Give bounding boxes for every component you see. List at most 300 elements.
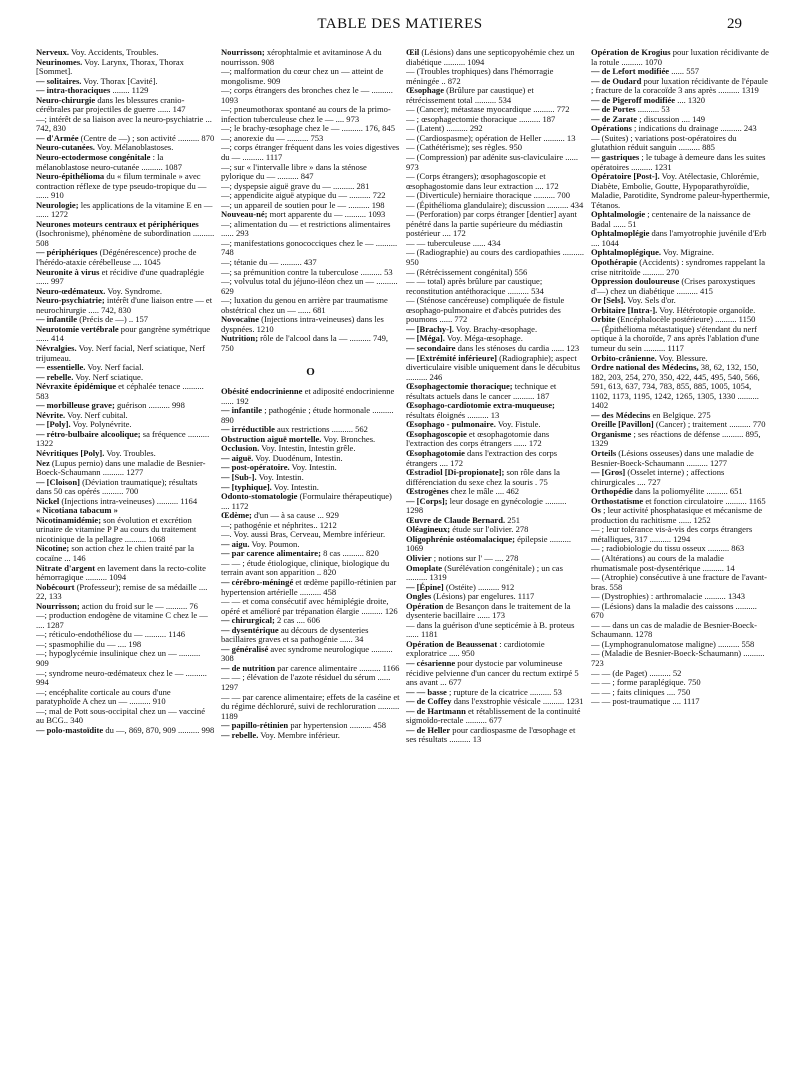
entry-detail: —; sa prémunition contre la tuberculose .......... 53 <box>221 266 393 277</box>
entry-detail: mort apparente du — .......... 1093 <box>267 209 386 220</box>
entry-detail: rôle de l'alcool dans la — .......... 749, 750 <box>221 333 388 353</box>
entry-detail: (Centre de —) ; son activité .......... 870 <box>78 132 215 143</box>
entry-detail: (Formulaire thérapeutique) .... 1172 <box>221 491 392 511</box>
entry-detail: —; dyspepsie aiguë grave du — .......... 281 <box>221 180 370 191</box>
entry-detail: —; pathogénie et néphrites.. 1212 <box>221 519 337 530</box>
entry-detail: —; corps étrangers des bronches chez le — .......... 1093 <box>221 85 393 105</box>
entry-term: — [Épine] <box>406 581 444 592</box>
index-entry <box>221 105 400 124</box>
entry-detail: de Besançon dans le traitement de la dysenterie bacillaire ...... 173 <box>406 600 571 621</box>
entry-detail: et œsophagotomie dans l'extraction des corps étrangers ...... 172 <box>406 428 550 449</box>
entry-term: Névraxite épidémique <box>36 381 116 392</box>
entry-detail: —; intérêt de sa liaison avec la neuro-psychiatrie ... 742, 830 <box>36 113 212 134</box>
entry-term: — morbilleuse grave; <box>36 400 115 411</box>
entry-detail: —; production endogène de vitamine C chez le — .... 1287 <box>36 610 208 630</box>
index-entry <box>36 649 215 668</box>
index-entry <box>591 554 770 573</box>
entry-detail: Voy. Nerf facial. <box>85 362 144 373</box>
entry-term: — rebelle. <box>221 729 259 740</box>
entry-detail: Voy. Nerf sciatique. <box>73 371 143 382</box>
entry-detail: — ; leur tolérance vis-à-vis des corps étrangers métalliques, 317 .......... 1294 <box>591 524 753 544</box>
entry-detail: —; réticulo-endothéliose du — .......... 1146 <box>36 629 185 640</box>
index-entry <box>36 726 215 736</box>
index-entry <box>406 430 585 449</box>
entry-term: — infantile <box>36 314 78 325</box>
index-entry <box>406 449 585 468</box>
entry-term: Nitrate d'argent <box>36 562 96 573</box>
entry-detail: dans l'extraction des corps étrangers .... 172 <box>406 447 558 468</box>
entry-term: Ophtalmoplégique. <box>591 247 662 258</box>
index-entry <box>406 707 585 726</box>
entry-detail: — (Compression) par adénite sus-claviculaire ...... 973 <box>406 152 579 172</box>
entry-detail: (Cancer) ; traitement .......... 770 <box>653 419 766 430</box>
entry-term: — [typhique]. <box>221 481 272 492</box>
index-entry <box>36 344 215 363</box>
index-entry <box>221 597 400 616</box>
entry-term: — de Oudard <box>591 75 642 86</box>
entry-term: Neurones moteurs centraux et périphériques <box>36 218 199 229</box>
entry-detail: (Professeur); remise de sa médaille .... 22, 133 <box>36 581 208 602</box>
entry-detail: épilepsie .......... 1069 <box>406 533 571 554</box>
entry-detail: —; spasmophilie du — .... 198 <box>36 638 142 649</box>
index-entry <box>406 296 585 325</box>
entry-term: — césarienne <box>406 658 456 668</box>
entry-term: Nourrisson; <box>221 48 265 57</box>
entry-detail: (Lésions) dans une septicopyohémie chez un diabétique .......... 1094 <box>406 48 575 67</box>
entry-detail: —; appendicite aiguë atypique du — .......... 722 <box>221 190 386 201</box>
entry-detail: ; leur activité phosphatasique et mécanisme de production du rachitisme ...... 1252 <box>591 505 763 525</box>
entry-term: Ordre national des Médecins, <box>591 362 699 373</box>
entry-detail: — (Lymphogranulomatose maligne) .......... 558 <box>591 638 755 649</box>
entry-term: — dysentérique <box>221 624 279 635</box>
entry-detail: et fonction circulatoire .......... 1165 <box>643 495 766 506</box>
index-column-4 <box>591 48 770 1076</box>
entry-term: Novocaïne <box>221 314 259 325</box>
entry-term: — infantile <box>221 405 263 416</box>
index-entry <box>36 96 215 115</box>
entry-term: Opératoire [Post-]. <box>591 171 660 182</box>
index-entry <box>36 583 215 602</box>
index-entry <box>221 239 400 258</box>
entry-term: — gastriques <box>591 152 640 163</box>
entry-term: Orteils <box>591 447 617 458</box>
entry-term: Neuro-chirurgie <box>36 94 96 105</box>
entry-term: — par carence alimentaire; <box>221 548 321 559</box>
entry-detail: — (Diverticule) herniaire thoracique .......... 700 <box>406 190 570 201</box>
entry-detail: leur dosage en gynécologie .......... 1298 <box>406 495 567 516</box>
entry-detail: ...... 557 <box>669 66 700 77</box>
index-entry <box>591 621 770 640</box>
index-entry <box>36 248 215 267</box>
entry-term: — de Zarate <box>591 113 638 124</box>
index-entry <box>591 172 770 210</box>
entry-term: — aiguë. <box>221 452 254 463</box>
entry-detail: — — total) après brûlure par caustique; reconstitution antéthoracique .......... 534 <box>406 276 544 296</box>
index-entry <box>406 277 585 296</box>
index-entry <box>36 325 215 344</box>
entry-term: Obésité endocrinienne <box>221 386 303 397</box>
entry-detail: (Encéphalocèle postérieure) .......... 1150 <box>615 314 756 325</box>
entry-detail: ; rupture de la cicatrice .......... 53 <box>446 686 562 697</box>
entry-detail: Voy. Nerf cubital. <box>65 409 128 420</box>
entry-detail: Voy. Hétérotopie organoïde. <box>657 304 756 315</box>
entry-detail: —; un appareil de soutien pour le — .......... 198 <box>221 199 385 210</box>
entry-term: — aigu. <box>221 538 250 549</box>
entry-detail: Voy. Troubles. <box>104 447 156 458</box>
entry-detail: par hypertension .......... 458 <box>288 720 386 731</box>
entry-term: Œdème; <box>221 510 252 521</box>
entry-detail: —; sur « l'intervalle libre » dans la sténose pylorique du — .......... 847 <box>221 161 367 182</box>
entry-detail: action du froid sur le — .......... 76 <box>79 600 198 611</box>
entry-term: Neuro-psychiatrie; <box>36 295 105 306</box>
entry-detail: Voy. Polynévrite. <box>70 419 132 430</box>
entry-detail: : la mélanoblastose neuro-cutanée .......... 1087 <box>36 152 182 172</box>
index-entry <box>36 296 215 315</box>
entry-term: Ophtalmoplégie <box>591 228 650 239</box>
entry-detail: — (Rétrécissement congénital) 556 <box>406 266 528 277</box>
entry-detail: (Dégénérescence) proche de l'hérédo-ataxie cérébelleuse .... 1045 <box>36 247 197 268</box>
entry-term: Nicotinamidémie; <box>36 514 102 525</box>
entry-detail: pour luxation récidivante de l'épaule ; fracture de la coracoïde 3 ans après .......... 1319 <box>591 75 768 96</box>
entry-term: Opération <box>406 600 444 611</box>
entry-term: Orbite <box>591 314 616 325</box>
index-entry <box>406 354 585 383</box>
entry-detail: (Isochronisme), phénomène de subordination .......... 508 <box>36 228 215 248</box>
index-entry <box>36 516 215 545</box>
entry-detail: ; notions sur l' — .... 278 <box>431 552 519 563</box>
entry-detail: technique et résultats actuels dans le cancer .......... 187 <box>406 381 557 401</box>
index-entry <box>36 669 215 688</box>
entry-detail: dans l'amyotrophie juvénile d'Erb .... 1044 <box>591 228 767 248</box>
entry-detail: son évolution et excrétion urinaire de vitamine P P au cours du traitement nicotinique de la pellagre .......... 1068 <box>36 514 197 544</box>
entry-detail: — (Atrophie) consécutive à une fracture de l'avant-bras. 558 <box>591 572 767 592</box>
entry-term: — — basse <box>406 686 447 697</box>
entry-detail: (Ostéite) .......... 912 <box>443 581 515 592</box>
entry-term: Orthostatisme <box>591 495 644 506</box>
index-entry <box>221 143 400 162</box>
section-letter-heading: O <box>306 365 315 378</box>
entry-term: Œsophagotomie <box>406 447 465 458</box>
index-entry <box>221 315 400 334</box>
entry-detail: Voy. Méga-œsophage. <box>444 333 523 344</box>
entry-term: — de nutrition <box>221 662 276 673</box>
entry-detail: — (Perforation) par corps étranger [dentier] ayant pénétré dans la partie supérieure du médiastin postérieur .... 172 <box>406 209 577 239</box>
index-entry <box>406 401 585 420</box>
entry-detail: — (Maladie de Besnier-Boeck-Schaumann) .......... 723 <box>591 648 765 668</box>
entry-term: Ophtalmologie <box>591 209 646 220</box>
index-entry <box>591 77 770 96</box>
entry-detail: Voy. Intestin. <box>256 471 304 482</box>
entry-detail: Voy. Mélanoblastoses. <box>94 142 174 153</box>
entry-term: Oppression douloureuse <box>591 276 680 287</box>
entry-detail: Voy. Syndrome. <box>105 285 162 296</box>
entry-detail: (Lupus pernio) dans une maladie de Besnier-Boeck-Schaumann .......... 1277 <box>36 457 206 478</box>
index-entry <box>591 430 770 449</box>
index-entry <box>406 621 585 640</box>
index-entry <box>591 525 770 544</box>
entry-term: — [Poly]. <box>36 419 71 430</box>
entry-detail: —; luxation du genou en arrière par traumatisme obstétrical chez un — ...... 681 <box>221 295 388 315</box>
entry-detail: — (Radiographie) au cours des cardiopathies .......... 950 <box>406 247 585 268</box>
entry-term: — [Corps]; <box>406 495 448 506</box>
index-entry <box>221 277 400 296</box>
entry-detail: dans les sténoses du cardia ...... 123 <box>455 342 580 353</box>
entry-detail: Voy. Sels d'or. <box>625 295 676 306</box>
entry-term: — secondaire <box>406 342 456 353</box>
index-entry <box>406 153 585 172</box>
entry-detail: (Surélévation congénitale) ; un cas .......... 1319 <box>406 562 563 583</box>
index-entry <box>591 363 770 411</box>
entry-detail: — — dans un cas de maladie de Besnier-Boeck-Schaumann. 1278 <box>591 619 757 640</box>
entry-detail: résultats éloignés .......... 13 <box>406 409 500 420</box>
index-entry <box>591 48 770 67</box>
index-entry <box>221 387 400 406</box>
entry-term: Omoplate <box>406 562 443 573</box>
entry-term: Occlusion. <box>221 443 260 454</box>
entry-detail: chez le mâle .... 462 <box>448 486 520 497</box>
entry-term: Neuro-œdémateux. <box>36 285 106 296</box>
entry-term: — d'Armée <box>36 132 79 143</box>
entry-term: Œsophagectomie thoracique; <box>406 381 513 392</box>
entry-detail: —; manifestations gonococciques chez le — .......... 748 <box>221 237 398 258</box>
entry-term: « Nicotiana tabacum » <box>36 505 118 516</box>
entry-detail: pour dystocie par volumineuse récidive pelvienne d'un cancer du rectum extirpé 5 ans avant ... 677 <box>406 658 579 688</box>
entry-detail: — (Dystrophies) : arthromalacie .......... 1343 <box>591 591 746 602</box>
entry-detail: — (Sténose cancéreuse) compliquée de fistule œsophago-pulmonaire et d'abcès putrides des poumons ...... 772 <box>406 295 565 325</box>
entry-term: Neurologie; <box>36 199 79 210</box>
entry-term: — [Sub-]. <box>221 471 257 482</box>
index-entry <box>591 602 770 621</box>
entry-term: Neurotomie vertébrale <box>36 323 119 334</box>
entry-detail: — (Épithélioma métastatique) s'étendant du nerf optique à la choroïde, 7 ans après l'ablation d'une tumeur du sein .......... 1117 <box>591 323 760 353</box>
entry-detail: en Belgique. 275 <box>650 409 711 420</box>
entry-detail: — — ; faits cliniques .... 750 <box>591 686 691 697</box>
entry-detail: .... 1320 <box>675 94 706 105</box>
index-entry <box>406 726 585 745</box>
index-entry <box>36 459 215 478</box>
index-entry <box>591 468 770 487</box>
index-entry <box>221 220 400 239</box>
entry-detail: ; discussion .... 149 <box>637 113 705 124</box>
entry-detail: —; tétanie du — .......... 437 <box>221 257 317 268</box>
entry-detail: ; le tubage à demeure dans les suites opératoires .......... 1231 <box>591 152 766 172</box>
index-entry <box>221 67 400 86</box>
index-entry <box>221 559 400 578</box>
index-entry <box>406 535 585 554</box>
entry-term: Neuro-épithélioma <box>36 171 105 182</box>
entry-term: Nutrition; <box>221 333 259 344</box>
index-entry <box>221 626 400 645</box>
index-entry <box>36 172 215 201</box>
entry-term: — intra-thoraciques <box>36 85 111 96</box>
entry-detail: — ; œsophagectomie thoracique .......... 187 <box>406 113 556 124</box>
index-entry <box>221 492 400 511</box>
entry-term: Névralgies. <box>36 342 77 353</box>
entry-detail: : cardiotomie exploratrice ..... 950 <box>406 638 545 659</box>
entry-detail: —; pneumothorax spontané au cours de la primo-infection tuberculeuse chez le — .... 973 <box>221 104 391 124</box>
entry-detail: — (Suites) ; variations post-opératoires du glutathion réduit sanguin .......... 885 <box>591 132 737 153</box>
entry-detail: — (Troubles trophiques) dans l'hémorragie méningée .. 872 <box>406 66 554 86</box>
entry-term: Nourrisson; <box>36 600 80 611</box>
entry-detail: (Crises paroxystiques d'—) chez un diabétique .......... 415 <box>591 276 756 296</box>
entry-term: Neuro-ectodermose congénitale <box>36 152 151 163</box>
index-entry <box>406 210 585 239</box>
index-column-2 <box>221 48 400 1076</box>
entry-detail: —; syndrome neuro-œdémateux chez le — .......... 994 <box>36 667 207 688</box>
entry-detail: Voy. Larynx, Thorax, Thorax [Sommet]. <box>36 56 184 77</box>
entry-detail: — dans la guérison d'une septicémie à B. proteus ...... 1181 <box>406 619 575 640</box>
entry-detail: ; ses réactions de défense .......... 895, 1329 <box>591 428 761 449</box>
entry-detail: — (Corps étrangers); œsophagoscopie et œsophagostomie dans leur extraction .... 172 <box>406 171 559 191</box>
entry-detail: — (Altérations) au cours de la maladie rhumatismale post-dysentérique .......... 14 <box>591 552 735 573</box>
entry-term: — papillo-rétinien <box>221 720 289 731</box>
entry-detail: d'un — à sa cause ... 929 <box>251 510 339 521</box>
index-entry <box>591 258 770 277</box>
entry-term: — chirurgical; <box>221 615 275 626</box>
entry-detail: 38, 62, 132, 150, 182, 203, 254, 270, 350, 422, 445, 495, 540, 566, 591, 613, 637, 734, 783, 855, 885, 1005, 1054, 1102, 1173, 1195, 1242, 1265, 1305, 1330 .......... 1402 <box>591 362 760 411</box>
entry-term: Nerveux. <box>36 48 69 57</box>
index-entry <box>36 478 215 497</box>
index-entry <box>221 163 400 182</box>
entry-detail: — — ; élévation de l'azote résiduel du sérum ...... 1297 <box>221 672 391 692</box>
entry-detail: Voy. Membre inférieur. <box>258 729 340 740</box>
index-entry <box>36 268 215 287</box>
index-column-3 <box>406 48 585 1076</box>
index-entry <box>591 277 770 296</box>
entry-detail: Voy. Intestin. <box>271 481 319 492</box>
entry-term: Nouveau-né; <box>221 209 268 220</box>
entry-detail: et céphalée tenace .......... 583 <box>36 381 204 401</box>
entry-detail: au décours de dysenteries bacillaires graves et sa pathogénie ...... 34 <box>221 624 369 645</box>
entry-detail: 8 cas .......... 820 <box>320 548 379 559</box>
entry-detail: 251 <box>505 514 521 525</box>
entry-term: — cérébro-méningé <box>221 576 294 587</box>
entry-detail: aux restrictions .......... 562 <box>274 424 368 435</box>
entry-term: Œsophage <box>406 85 444 96</box>
entry-detail: Voy. Accidents, Troubles. <box>69 48 159 57</box>
entry-detail: — — et coma consécutif avec hémiplégie droite, opéré et amélioré par trépanation élargie .......... 126 <box>221 596 398 616</box>
entry-detail: son action chez le chien traité par la cocaïne ... 146 <box>36 543 195 563</box>
entry-detail: Voy. Intestin. <box>289 462 337 473</box>
entry-detail: dans l'exstrophie vésicale .......... 1231 <box>451 696 584 707</box>
index-entry <box>591 506 770 525</box>
entry-detail: xérophtalmie et avitaminose A du nourrisson. 908 <box>221 48 382 67</box>
entry-detail: (Lésions) par engelures. 1117 <box>431 591 535 602</box>
entry-detail: — ; radiobiologie du tissu osseux .......... 863 <box>591 543 745 554</box>
entry-detail: Voy. Intestin, Intestin grêle. <box>259 443 356 454</box>
entry-term: — de Pigeroff modifiée <box>591 94 676 105</box>
entry-detail: Voy. Bronches. <box>321 433 376 444</box>
entry-detail: du —, 869, 870, 909 .......... 998 <box>103 724 215 735</box>
entry-detail: — (Cancer); métastase myocardique .......... 772 <box>406 104 570 115</box>
entry-detail: —; volvulus total du jéjuno-iléon chez un — .......... 629 <box>221 276 398 296</box>
entry-term: Névrite. <box>36 409 66 420</box>
index-entry <box>221 86 400 105</box>
index-entry <box>221 334 400 353</box>
entry-detail: — (Lésions) dans la maladie des caissons .......... 670 <box>591 600 757 621</box>
index-entry <box>36 544 215 563</box>
entry-detail: (Brûlure par caustique) et rétrécissement total .......... 534 <box>406 85 534 105</box>
index-entry <box>36 153 215 172</box>
entry-term: — [Méga]. <box>406 333 445 344</box>
entry-term: Œil <box>406 48 420 57</box>
entry-term: Nicotine; <box>36 543 70 554</box>
entry-detail: — (Cathétérisme); ses règles. 950 <box>406 142 523 153</box>
entry-term: Opérations <box>591 123 632 134</box>
entry-term: Nez <box>36 457 50 468</box>
index-entry <box>591 449 770 468</box>
entry-detail: ; pathogénie ; étude hormonale .......... 890 <box>221 405 394 425</box>
entry-detail: .......... 53 <box>635 104 670 115</box>
entry-detail: —; mal de Pott sous-occipital chez un — vacciné au BCG.. 340 <box>36 705 205 726</box>
entry-term: — de Lefort modifiée <box>591 66 670 77</box>
entry-detail: étude sur l'olivier. 278 <box>450 524 529 535</box>
entry-term: Oligophrénie ostéomalacique; <box>406 533 515 544</box>
index-entry <box>36 564 215 583</box>
entry-detail: son rôle dans la différenciation du sexe chez la souris . 75 <box>406 467 560 487</box>
index-entry <box>591 134 770 153</box>
index-entry <box>406 564 585 583</box>
entry-term: — post-opératoire. <box>221 462 290 473</box>
entry-detail: dans les blessures cranio-cérébrales par projectiles de guerre ...... 147 <box>36 94 186 115</box>
entry-detail: du « filum terminale » avec contraction réflexe de type pseudo-tropique du — ...... 910 <box>36 171 207 201</box>
entry-term: Oreille [Pavillon] <box>591 419 654 430</box>
entry-detail: Voy. Brachy-œsophage. <box>453 323 538 334</box>
index-entry <box>36 688 215 707</box>
entry-detail: sa fréquence .......... 1322 <box>36 428 210 449</box>
index-entry <box>406 497 585 516</box>
entry-detail: (Injections intra-veineuses) dans les dyspnées. 1210 <box>221 314 384 334</box>
entry-term: — irréductible <box>221 424 275 435</box>
entry-detail: (Précis de —) .. 157 <box>77 314 149 325</box>
entry-detail: les applications de la vitamine E en — ...... 1272 <box>36 199 213 220</box>
entry-term: Odonto-stomatologie <box>221 491 298 502</box>
entry-detail: 2 cas .... 606 <box>274 615 320 626</box>
index-column-1 <box>36 48 215 1076</box>
index-entry <box>36 430 215 449</box>
entry-detail: et rétablissement de la continuité sigmoïdo-rectale .......... 677 <box>406 705 581 726</box>
index-entry <box>221 48 400 67</box>
index-entry <box>591 229 770 248</box>
entry-detail: ; indications du drainage .......... 243 <box>631 123 757 134</box>
index-entry <box>591 697 770 707</box>
entry-term: — solitaires. <box>36 75 82 86</box>
entry-term: — [Brachy-]. <box>406 323 454 334</box>
entry-term: Or [Sels]. <box>591 295 626 306</box>
entry-term: Œsophagoscopie <box>406 428 467 439</box>
entry-detail: Voy. Duodénum, Intestin. <box>253 452 343 463</box>
entry-term: Névritiques [Poly]. <box>36 447 105 458</box>
entry-detail: Voy. Thorax [Cavité]. <box>81 75 158 86</box>
entry-term: — de Heller <box>406 724 451 735</box>
entry-detail: dans la poliomyélite .......... 651 <box>632 486 743 497</box>
index-entry <box>406 468 585 487</box>
entry-detail: Voy. Atélectasie, Chlorémie, Diabète, Embolie, Goutte, Hypoparathyroïdie, Maladie, Parotidite, Syndrome paleur-hyperthermie, Tétanos. <box>591 171 770 210</box>
index-entry <box>221 296 400 315</box>
entry-term: — généralisé <box>221 643 269 654</box>
index-entry <box>36 382 215 401</box>
entry-detail: en lavement dans la recto-colite hémorragique .......... 1094 <box>36 562 206 583</box>
entry-detail: — — tuberculeuse ...... 434 <box>406 237 501 248</box>
entry-detail: —; malformation du cœur chez un — atteint de mongolisme. 909 <box>221 66 384 86</box>
index-entry <box>591 210 770 229</box>
entry-term: — rétro-bulbaire alcoolique; <box>36 428 141 439</box>
entry-detail: et œdème papillo-rétinien par hypertension artérielle .......... 458 <box>221 576 397 597</box>
entry-detail: —; hypoglycémie insulinique chez un — .......... 909 <box>36 648 201 668</box>
index-entry <box>591 649 770 668</box>
index-entry <box>36 611 215 630</box>
entry-term: — [Gros] <box>591 467 626 478</box>
